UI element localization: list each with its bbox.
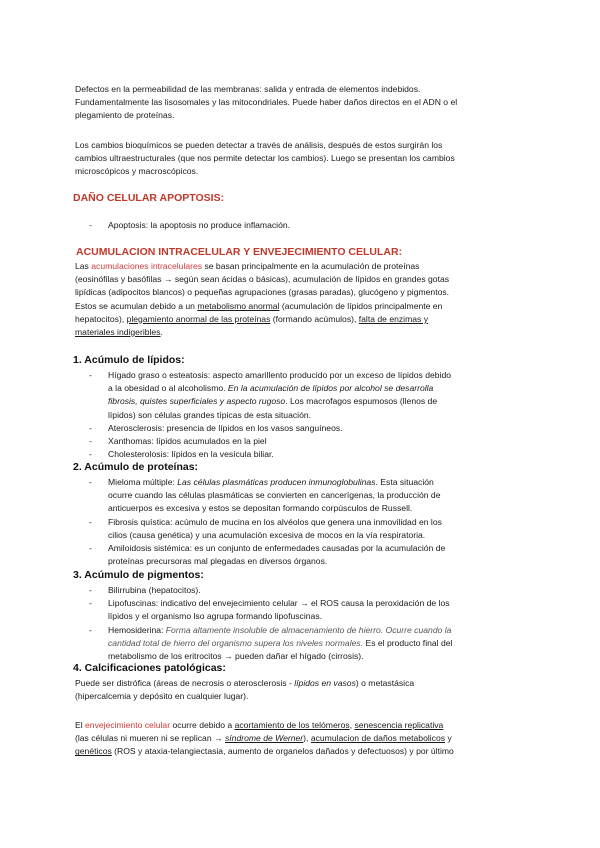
- calcificaciones-heading: 4. Calcificaciones patológicas:: [73, 662, 226, 674]
- text-line: Las acumulaciones intracelulares se basan principalmente en la acumulación de proteínas: [75, 261, 420, 271]
- list-item: - Bilirrubina (hepatocitos).: [75, 584, 525, 597]
- text-line: (eosinófilas y basófilas → según sean ácidas o básicas), acumulación de lípidos en grandes gotas: [75, 274, 450, 285]
- text-line: Fundamentalmente las lisosomales y las mitocondriales. Puede haber daños directos en el ADN o el: [75, 97, 458, 108]
- text-line: Estos se acumulan debido a un metabolismo anormal (acumulación de lípidos principalmente en: [75, 300, 443, 311]
- text-line: Defectos en la permeabilidad de las membranas: salida y entrada de elementos indebidos.: [75, 84, 421, 94]
- underlined-term: falta de enzimas y: [358, 313, 429, 324]
- underlined-term: síndrome de Werner: [224, 733, 304, 744]
- list-item: - Hígado graso o esteatosis: aspecto amarillento producido por un exceso de lípidos debido a la obesidad o al alcoholismo. En la acumulación de lípidos por alcohol se desarrolla fibrosis, quistes superficiales y aspecto rugoso. Los macrofagos espumosos (llenos de lípidos) son células grandes típicas de esta situación.: [75, 369, 525, 422]
- text-line: (hipercalcemia y depósito en cualquier lugar).: [75, 691, 249, 702]
- proteinas-list: [75, 476, 525, 568]
- apoptosis-heading: DAÑO CELULAR APOPTOSIS:: [73, 192, 225, 204]
- text-line: Los cambios bioquímicos se pueden detectar a través de análisis, después de estos surgirán los: [75, 140, 443, 150]
- list-item: - Lipofuscinas: indicativo del envejecimiento celular → el ROS causa la peroxidación de los lípidos y el organismo lso agrupa formando lipofuscinas.: [75, 597, 525, 623]
- highlight-term: acumulaciones intracelulares: [91, 261, 203, 271]
- text-line: hepatocitos), plegamiento anormal de las proteínas (formando acúmulos), falta de enzimas y: [75, 313, 429, 324]
- intro-paragraph-2: [75, 139, 525, 179]
- text-line: genéticos (ROS y ataxia-telangiectasia, aumento de organelos dañados y defectuosos) y por último: [75, 746, 454, 757]
- underlined-term: metabolismo anormal: [197, 300, 280, 311]
- text-line: lipídicas (adipocitos blancos) o pequeñas agrupaciones (grasas paradas), glucógeno y pigmentos.: [75, 287, 450, 298]
- list-item: - Amiloidosis sistémica: es un conjunto de enfermedades causadas por la acumulación de proteínas precursoras mal plegadas en diversos órganos.: [75, 542, 525, 568]
- list-item: - Aterosclerosis: presencia de lípidos en los vasos sanguíneos.: [75, 422, 525, 435]
- highlight-term: envejecimiento celular: [85, 720, 171, 730]
- lipidos-heading: 1. Acúmulo de lípidos:: [73, 354, 185, 366]
- calcificaciones-paragraph: [75, 677, 525, 703]
- text-line: (las células ni mueren ni se replican → síndrome de Werner), acumulacion de daños metabolicos y: [75, 733, 452, 744]
- list-item: - Fibrosis quística: acúmulo de mucina en los alvéolos que genera una inmovilidad en los cilios (causa genética) y una acumulación excesiva de mocos en la vía respiratoria.: [75, 516, 525, 542]
- list-item: - Apoptosis: la apoptosis no produce inflamación.: [75, 219, 525, 232]
- acumulacion-heading: ACUMULACION INTRACELULAR Y ENVEJECIMIENTO CELULAR:: [76, 246, 403, 258]
- text-line: El envejecimiento celular ocurre debido a acortamiento de los telómeros, senescencia replicativa: [75, 720, 444, 730]
- text-line: Puede ser distrófica (áreas de necrosis o aterosclerosis - lípidos en vasos) o metastásica: [75, 678, 415, 688]
- intro-paragraph-1: [75, 83, 525, 123]
- apoptosis-list: [75, 219, 525, 232]
- underlined-term: materiales indigeribles: [75, 327, 161, 338]
- text-line: materiales indigeribles.: [75, 327, 163, 338]
- proteinas-heading: 2. Acúmulo de proteínas:: [73, 461, 199, 473]
- list-item: - Mieloma múltiple: Las células plasmáticas producen inmunoglobulinas. Esta situación ocurre cuando las células plasmáticas se convierten en cancerígenas, la producción de anticuerpos es excesiva y estos se depositan formando corpúsculos de Russell.: [75, 476, 525, 516]
- pigmentos-list: [75, 584, 525, 663]
- list-item: - Hemosiderina: Forma altamente insoluble de almacenamiento de hierro. Ocurre cuando la cantidad total de hierro del organismo supera los niveles normales. Es el producto final del metabolismo de los eritrocitos → pueden dañar el hígado (cirrosis).: [75, 624, 525, 664]
- text-line: microscópicos y macroscópicos.: [75, 166, 199, 177]
- text-line: plegamiento de proteínas.: [75, 110, 175, 121]
- underlined-term: genéticos: [75, 746, 112, 757]
- lipidos-list: [75, 369, 525, 461]
- list-item: - Cholesterolosis: lípidos en la vesícula biliar.: [75, 448, 525, 461]
- list-item: - Xanthomas: lípidos acumulados en la piel: [75, 435, 525, 448]
- pigmentos-heading: 3. Acúmulo de pigmentos:: [73, 569, 204, 581]
- text-line: cambios ultraestructurales (que nos permite detectar los cambios). Luego se presentan los cambios: [75, 153, 455, 164]
- envejecimiento-paragraph: [75, 719, 525, 759]
- underlined-term: acumulacion de daños metabolicos: [310, 733, 446, 744]
- underlined-term: plegamiento anormal de las proteínas: [126, 313, 271, 324]
- acumulacion-paragraph: [75, 260, 525, 339]
- underlined-term: acortamiento de los telómeros: [234, 720, 350, 730]
- underlined-term: senescencia replicativa: [354, 720, 444, 730]
